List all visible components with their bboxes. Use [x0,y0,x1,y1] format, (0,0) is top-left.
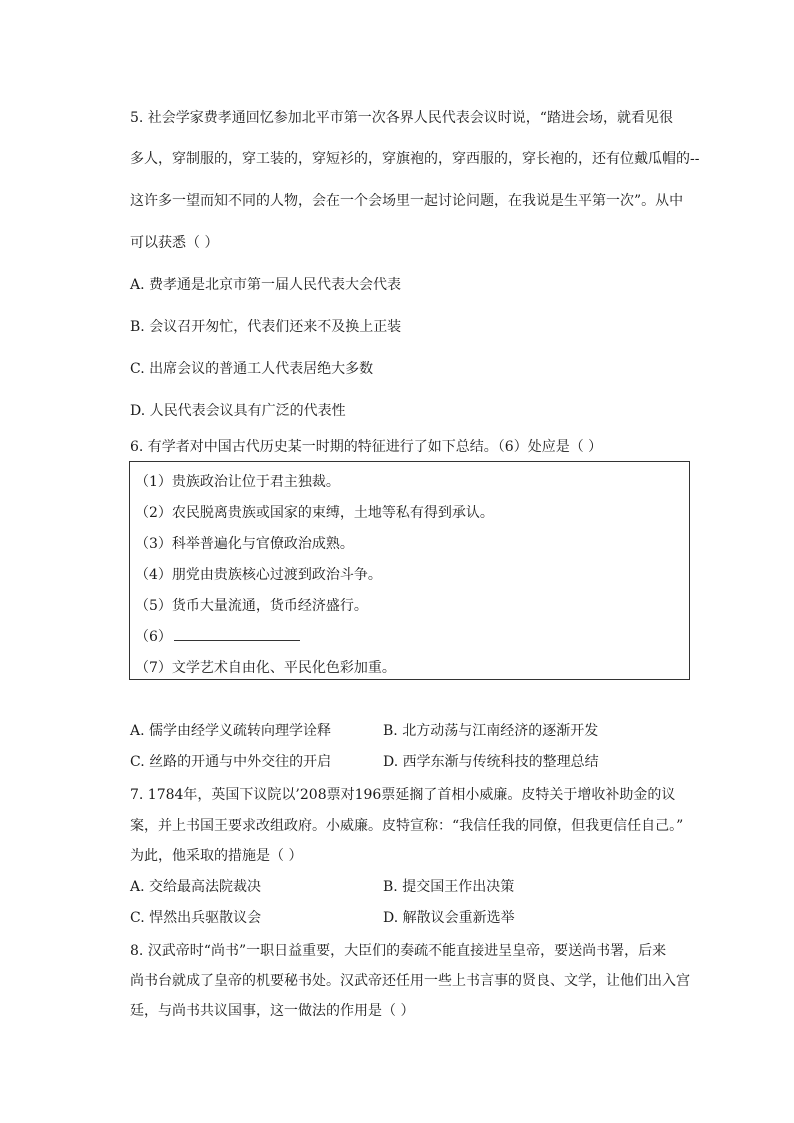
q5-option-a: A. 费孝通是北京市第一届人民代表大会代表 [130,277,402,293]
q6-box-item-2: （2）农民脱离贵族或国家的束缚，土地等私有得到承认。 [135,505,494,521]
q7-stem-line-2: 案，并上书国王要求改组政府。小威廉。皮特宣称：“我信任我的同僚，但我更信任自己。” [130,818,684,834]
q7-stem-line-3: 为此，他采取的措施是（ ） [130,848,303,864]
fill-blank-line [174,628,300,641]
q5-stem-line-2: 多人，穿制服的，穿工装的，穿短衫的，穿旗袍的，穿西服的，穿长袍的，还有位戴瓜帽的-- [130,151,700,167]
q8-stem-line-2: 尚书台就成了皇帝的机要秘书处。汉武帝还任用一些上书言事的贤良、文学，让他们出入宫 [130,973,690,989]
q6-stem: 6. 有学者对中国古代历史某一时期的特征进行了如下总结。（6）处应是（ ） [130,439,603,455]
q6-box-item-1: （1）贵族政治让位于君主独裁。 [135,474,340,490]
q6-box-item-7: （7）文学艺术自由化、平民化色彩加重。 [135,660,396,676]
q6-option-a: A. 儒学由经学义疏转向理学诠释 [130,723,332,739]
q6-box-item-4: （4）朋党由贵族核心过渡到政治斗争。 [135,567,382,583]
q6-box-item-6-label: （6） [135,629,172,645]
q7-option-a: A. 交给最高法院裁决 [130,879,262,895]
q6-option-d: D. 西学东渐与传统科技的整理总结 [383,754,599,770]
q5-option-b: B. 会议召开匆忙，代表们还来不及换上正装 [130,319,402,335]
q6-box-item-5: （5）货币大量流通，货币经济盛行。 [135,598,368,614]
q6-option-c: C. 丝路的开通与中外交往的开启 [130,754,332,770]
q7-option-c: C. 悍然出兵驱散议会 [130,910,262,926]
q5-stem-line-4: 可以获悉（ ） [130,235,219,251]
q7-stem-line-1: 7. 1784年，英国下议院以’208票对196票延搁了首相小威廉。皮特关于增收补助金的议 [130,787,676,803]
q5-stem-line-3: 这许多一望而知不同的人物，会在一个会场里一起讨论问题，在我说是生平第一次”。从中 [130,193,684,209]
q5-option-d: D. 人民代表会议具有广泛的代表性 [130,403,346,419]
q5-stem-line-1: 5. 社会学家费孝通回忆参加北平市第一次各界人民代表会议时说，“踏进会场，就看见很 [130,110,673,126]
q7-option-d: D. 解散议会重新选举 [383,910,515,926]
q6-box-item-3: （3）科举普遍化与官僚政治成熟。 [135,536,354,552]
q7-option-b: B. 提交国王作出决策 [383,879,515,895]
q5-option-c: C. 出席会议的普通工人代表居绝大多数 [130,361,374,377]
q6-summary-box [129,461,690,680]
q6-box-item-6 [135,626,300,646]
q8-stem-line-3: 廷，与尚书共议国事，这一做法的作用是（ ） [130,1003,415,1019]
q8-stem-line-1: 8. 汉武帝时“尚书”一职日益重要，大臣们的奏疏不能直接进呈皇帝，要送尚书署，后来 [130,943,667,959]
q6-option-b: B. 北方动荡与江南经济的逐渐开发 [383,723,599,739]
